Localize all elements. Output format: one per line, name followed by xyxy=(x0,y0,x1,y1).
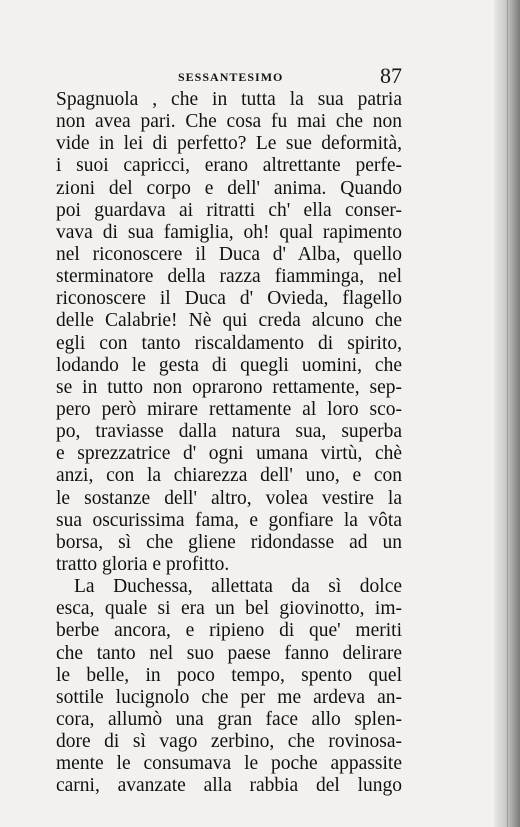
text-line: zioni del corpo e dell' anima. Quando xyxy=(56,177,402,199)
page-edge-line xyxy=(513,0,514,827)
page-number: 87 xyxy=(380,63,402,88)
text-line: esca, quale si era un bel giovinotto, im- xyxy=(56,598,402,620)
text-line: carni, avanzate alla rabbia del lungo xyxy=(56,775,402,797)
running-head: SESSANTESIMO xyxy=(178,70,284,84)
text-line: vide in lei di perfetto? Le sue deformità, xyxy=(56,133,402,155)
text-line: sterminatore della razza fiamminga, nel xyxy=(56,266,402,288)
text-line: non avea pari. Che cosa fu mai che non xyxy=(56,111,402,133)
text-line: riconoscere il Duca d' Ovieda, flagello xyxy=(56,288,402,310)
text-line: e sprezzatrice d' ogni umana virtù, chè xyxy=(56,443,402,465)
text-line: i suoi capricci, erano altrettante perfe- xyxy=(56,155,402,177)
text-line: egli con tanto riscaldamento di spirito, xyxy=(56,332,402,354)
text-line: che tanto nel suo paese fanno delirare xyxy=(56,642,402,664)
paragraph xyxy=(56,576,402,797)
text-line: Spagnuola , che in tutta la sua patria xyxy=(56,89,402,110)
text-line: sua oscurissima fama, e gonfiare la vôta xyxy=(56,509,402,531)
text-line: nel riconoscere il Duca d' Alba, quello xyxy=(56,243,402,265)
text-line: La Duchessa, allettata da sì dolce xyxy=(74,576,402,598)
text-line: poi guardava ai ritratti ch' ella conser- xyxy=(56,199,402,221)
text-line: borsa, sì che gliene ridondasse ad un xyxy=(56,531,402,553)
text-line: anzi, con la chiarezza dell' uno, e con xyxy=(56,465,402,487)
text-line: le belle, in poco tempo, spento quel xyxy=(56,664,402,686)
text-line: se in tutto non oprarono rettamente, sep- xyxy=(56,376,402,398)
text-line: berbe ancora, e ripieno di que' meriti xyxy=(56,620,402,642)
page-header xyxy=(56,63,406,88)
text-line: mente le consumava le poche appassite xyxy=(56,753,402,775)
body-text xyxy=(56,89,402,798)
text-line: dore di sì vago zerbino, che rovinosa- xyxy=(56,731,402,753)
text-line: cora, allumò una gran face allo splen- xyxy=(56,708,402,730)
text-line: sottile lucignolo che per me ardeva an- xyxy=(56,686,402,708)
text-line: le sostanze dell' altro, volea vestire la xyxy=(56,487,402,509)
text-line: delle Calabrie! Nè qui creda alcuno che xyxy=(56,310,402,332)
paragraph xyxy=(56,89,402,576)
page-edge-line xyxy=(507,0,508,827)
text-line: lodando le gesta di quegli uomini, che xyxy=(56,354,402,376)
text-line: tratto gloria e profitto. xyxy=(56,553,230,575)
text-line: po, traviasse dalla natura sua, superba xyxy=(56,421,402,443)
text-line: pero però mirare rettamente al loro sco- xyxy=(56,398,402,420)
text-line: vava di sua famiglia, oh! qual rapimento xyxy=(56,221,402,243)
